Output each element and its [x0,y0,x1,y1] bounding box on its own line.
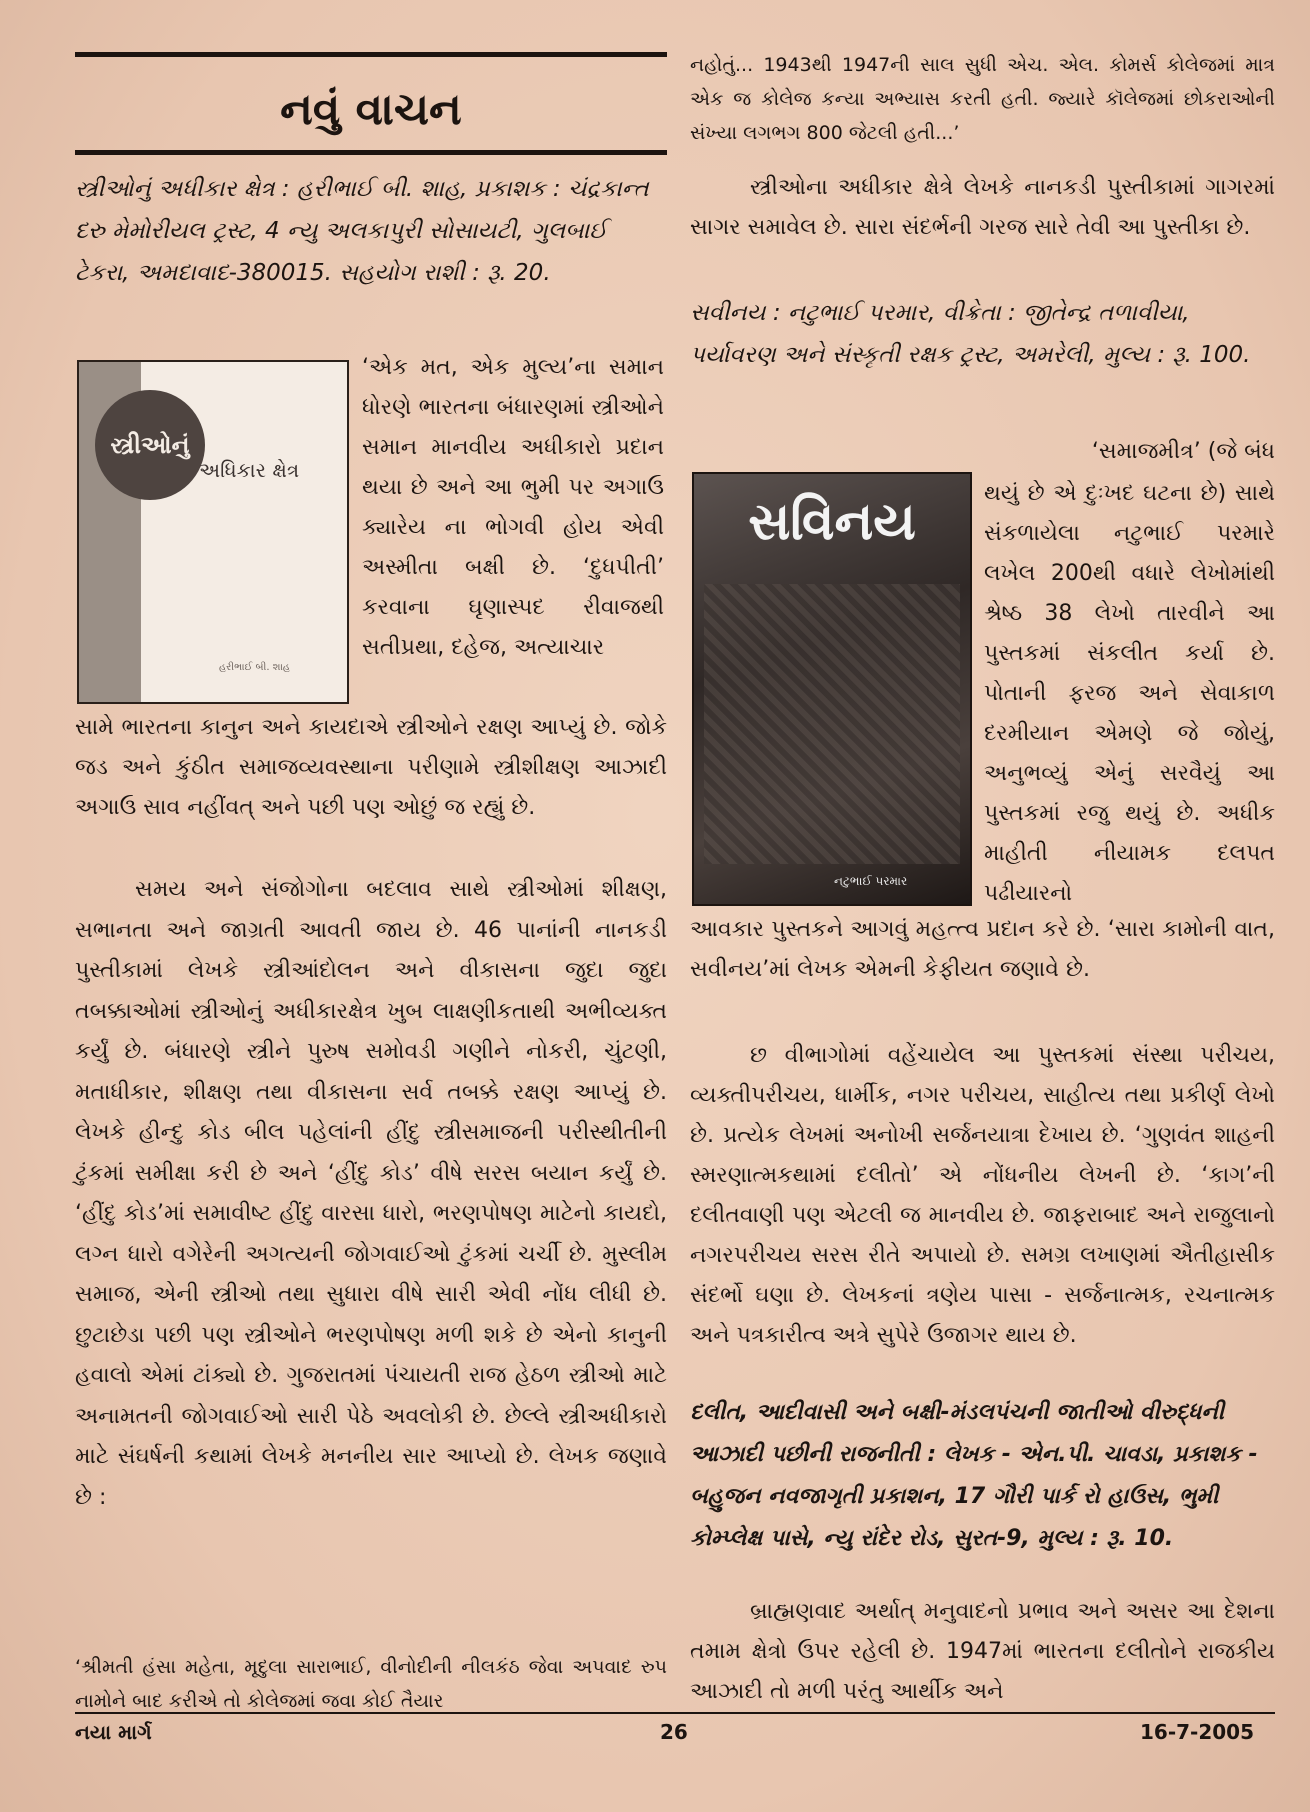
footer-rule [75,1712,1275,1714]
book-cover-1-subtitle: અધિકાર ક્ષેત્ર [199,458,300,482]
review2-heading: સવીનય : નટુભાઈ પરમાર, વીક્રેતા : જીતેન્દ્ર તળાવીયા, પર્યાવરણ અને સંસ્કૃતી રક્ષક ટ્રસ્ટ, અમરેલી, મુલ્ય : રૂ. 100. [690,300,1251,368]
book-cover-2-title: સવિનય [748,492,916,552]
book-cover-2 [692,472,972,906]
review1-quote: ‘શ્રીમતી હંસા મહેતા, મૃદુલા સારાભાઈ, વીનોદીની નીલકંઠ જેવા અપવાદ રુપ નામોને બાદ કરીએ તો કોલેજમાં જવા કોઈ તૈયાર [75,1656,667,1712]
book-cover-1-title: સ્ત્રીઓનું [95,390,205,500]
review2-intro: થયું છે એ દુઃખદ ઘટના છે) સાથે સંકળાયેલા નટુભાઈ પરમારે લખેલ 200થી વધારે લેખોમાંથી શ્રેષ્ઠ 38 લેખો તારવીને આ પુસ્તકમાં સંકલીત કર્યા છે. પોતાની ફરજ અને સેવાકાળ દરમીયાન એમણે જે જોયું, અનુભવ્યું એનું સરવૈયું આ પુસ્તકમાં રજુ થયું છે. અધીક માહીતી નીયામક દલપત પઢીયારનો [984,481,1275,906]
footer-publication: નયા માર્ગ [75,1720,152,1744]
footer-page-number: 26 [660,1720,688,1744]
section-title: નવું વાચન [280,84,462,135]
review1-para1: સામે ભારતના કાનુન અને કાયદાએ સ્ત્રીઓને રક્ષણ આપ્યું છે. જોકે જડ અને કુંઠીત સમાજવ્યવસ્થાના પરીણામે સ્ત્રીશીક્ષણ આઝાદી અગાઉ સાવ નહીંવત્ અને પછી પણ ઓછું જ રહ્યું છે. [75,715,667,820]
review1-para3: સ્ત્રીઓના અધીકાર ક્ષેત્રે લેખકે નાનકડી પુસ્તીકામાં ગાગરમાં સાગર સમાવેલ છે. સારા સંદર્ભની ગરજ સારે તેવી આ પુસ્તીકા છે. [690,175,1275,240]
footer-date: 16-7-2005 [1140,1720,1255,1744]
header-rule-bottom [75,150,667,155]
review2-para2: છ વીભાગોમાં વહેંચાયેલ આ પુસ્તકમાં સંસ્થા પરીચય, વ્યક્તીપરીચય, ધાર્મીક, નગર પરીચય, સાહીત્ય તથા પ્રકીર્ણ લેખો છે. પ્રત્યેક લેખમાં અનોખી સર્જનયાત્રા દેખાય છે. ‘ગુણવંત શાહની સ્મરણાત્મકથામાં દલીતો’ એ નોંધનીય લેખની છે. ‘કાગ’ની દલીતવાણી પણ એટલી જ માનવીય છે. જાફરાબાદ અને રાજુલાનો નગરપરીચય સરસ રીતે અપાયો છે. સમગ્ર લખાણમાં ઐતીહાસીક સંદર્ભો ઘણા છે. લેખકનાં ત્રણેય પાસા - સર્જનાત્મક, રચનાત્મક અને પત્રકારીત્વ અત્રે સુપેરે ઉજાગર થાય છે. [690,1043,1275,1348]
review1-para2: સમય અને સંજોગોના બદલાવ સાથે સ્ત્રીઓમાં શીક્ષણ, સભાનતા અને જાગ્રતી આવતી જાય છે. 46 પાનાંની નાનકડી પુસ્તીકામાં લેખકે સ્ત્રીઆંદોલન અને વીકાસના જુદા જુદા તબક્કાઓમાં સ્ત્રીઓનું અધીકારક્ષેત્ર ખુબ લાક્ષણીકતાથી અભીવ્યક્ત કર્યું છે. બંધારણે સ્ત્રીને પુરુષ સમોવડી ગણીને નોકરી, ચુંટણી, મતાધીકાર, શીક્ષણ તથા વીકાસના સર્વ તબક્કે રક્ષણ આપ્યું છે. લેખકે હીન્દુ કોડ બીલ પહેલાંની હીંદુ સ્ત્રીસમાજની પરીસ્થીતીની ટુંકમાં સમીક્ષા કરી છે અને ‘હીંદુ કોડ’ વીષે સરસ બયાન કર્યું છે. ‘હીંદુ કોડ’માં સમાવીષ્ટ હીંદુ વારસા ધારો, ભરણપોષણ માટેનો કાયદો, લગ્ન ધારો વગેરેની અગત્યની જોગવાઈઓ ટુંકમાં ચર્ચી છે. મુસ્લીમ સમાજ, એની સ્ત્રીઓ તથા સુધારા વીષે સારી એવી નોંધ લીધી છે. છુટાછેડા પછી પણ સ્ત્રીઓને ભરણપોષણ મળી શકે છે એનો કાનુની હવાલો એમાં ટાંક્યો છે. ગુજરાતમાં પંચાયતી રાજ હેઠળ સ્ત્રીઓ માટે અનામતની જોગવાઈઓ સારી પેઠે અવલોકી છે. છેલ્લે સ્ત્રીઅધીકારો માટે સંઘર્ષની કથામાં લેખકે મનનીય સાર આપ્યો છે. લેખક જણાવે છે : [75,877,667,1510]
review3-para1: બ્રાહ્મણવાદ અર્થાત્ મનુવાદનો પ્રભાવ અને અસર આ દેશના તમામ ક્ષેત્રો ઉપર રહેલી છે. 1947માં ભારતના દલીતોને રાજકીય આઝાદી તો મળી પરંતુ આર્થીક અને [690,1599,1275,1704]
review1-quote-cont: નહોતું... 1943થી 1947ની સાલ સુધી એચ. એલ. કોમર્સ કોલેજમાં માત્ર એક જ કોલેજ કન્યા અભ્યાસ કરતી હતી. જ્યારે કૉલેજમાં છોકરાઓની સંખ્યા લગભગ 800 જેટલી હતી...’ [690,54,1275,144]
book-cover-1-author: હરીભાઈ બી. શાહ [219,662,291,673]
review3-heading: દલીત, આદીવાસી અને બક્ષી-મંડલપંચની જાતીઓ વીરુદ્ધની આઝાદી પછીની રાજનીતી : લેખક - એન.પી. ચાવડા, પ્રકાશક - બહુજન નવજાગૃતી પ્રકાશન, 17 ગૌરી પાર્ક રો હાઉસ, ભુમી કોમ્પ્લેક્ષ પાસે, ન્યુ રાંદેર રોડ, સુરત-9, મુલ્ય : રૂ. 10. [690,1400,1258,1551]
book-cover-2-author: નટુભાઈ પરમાર [834,874,908,888]
review2-intro-top: ‘સમાજમીત્ર’ (જે બંધ [1091,439,1275,464]
review1-heading: સ્ત્રીઓનું અધીકાર ક્ષેત્ર : હરીભાઈ બી. શાહ, પ્રકાશક : ચંદ્રકાન્ત દરુ મેમોરીયલ ટ્રસ્ટ, 4 ન્યુ અલકાપુરી સોસાયટી, ગુલબાઈ ટેકરા, અમદાવાદ-380015. સહયોગ રાશી : રૂ. 20. [75,176,649,286]
review2-para1: આવકાર પુસ્તકને આગવું મહત્ત્વ પ્રદાન કરે છે. ‘સારા કામોની વાત, સવીનય’માં લેખક એમની કેફીયત જણાવે છે. [690,917,1275,982]
review1-intro: ‘એક મત, એક મુલ્ય’ના સમાન ધોરણે ભારતના બંધારણમાં સ્ત્રીઓને સમાન માનવીય અધીકારો પ્રદાન થયા છે અને આ ભુમી પર અગાઉ ક્યારેય ના ભોગવી હોય એવી અસ્મીતા બક્ષી છે. ‘દુધપીતી’ કરવાના ઘૃણાસ્પદ રીવાજથી સતીપ્રથા, દહેજ, અત્યાચાર [362,355,664,660]
header-rule-top [75,52,667,57]
book-cover-1 [77,360,349,704]
